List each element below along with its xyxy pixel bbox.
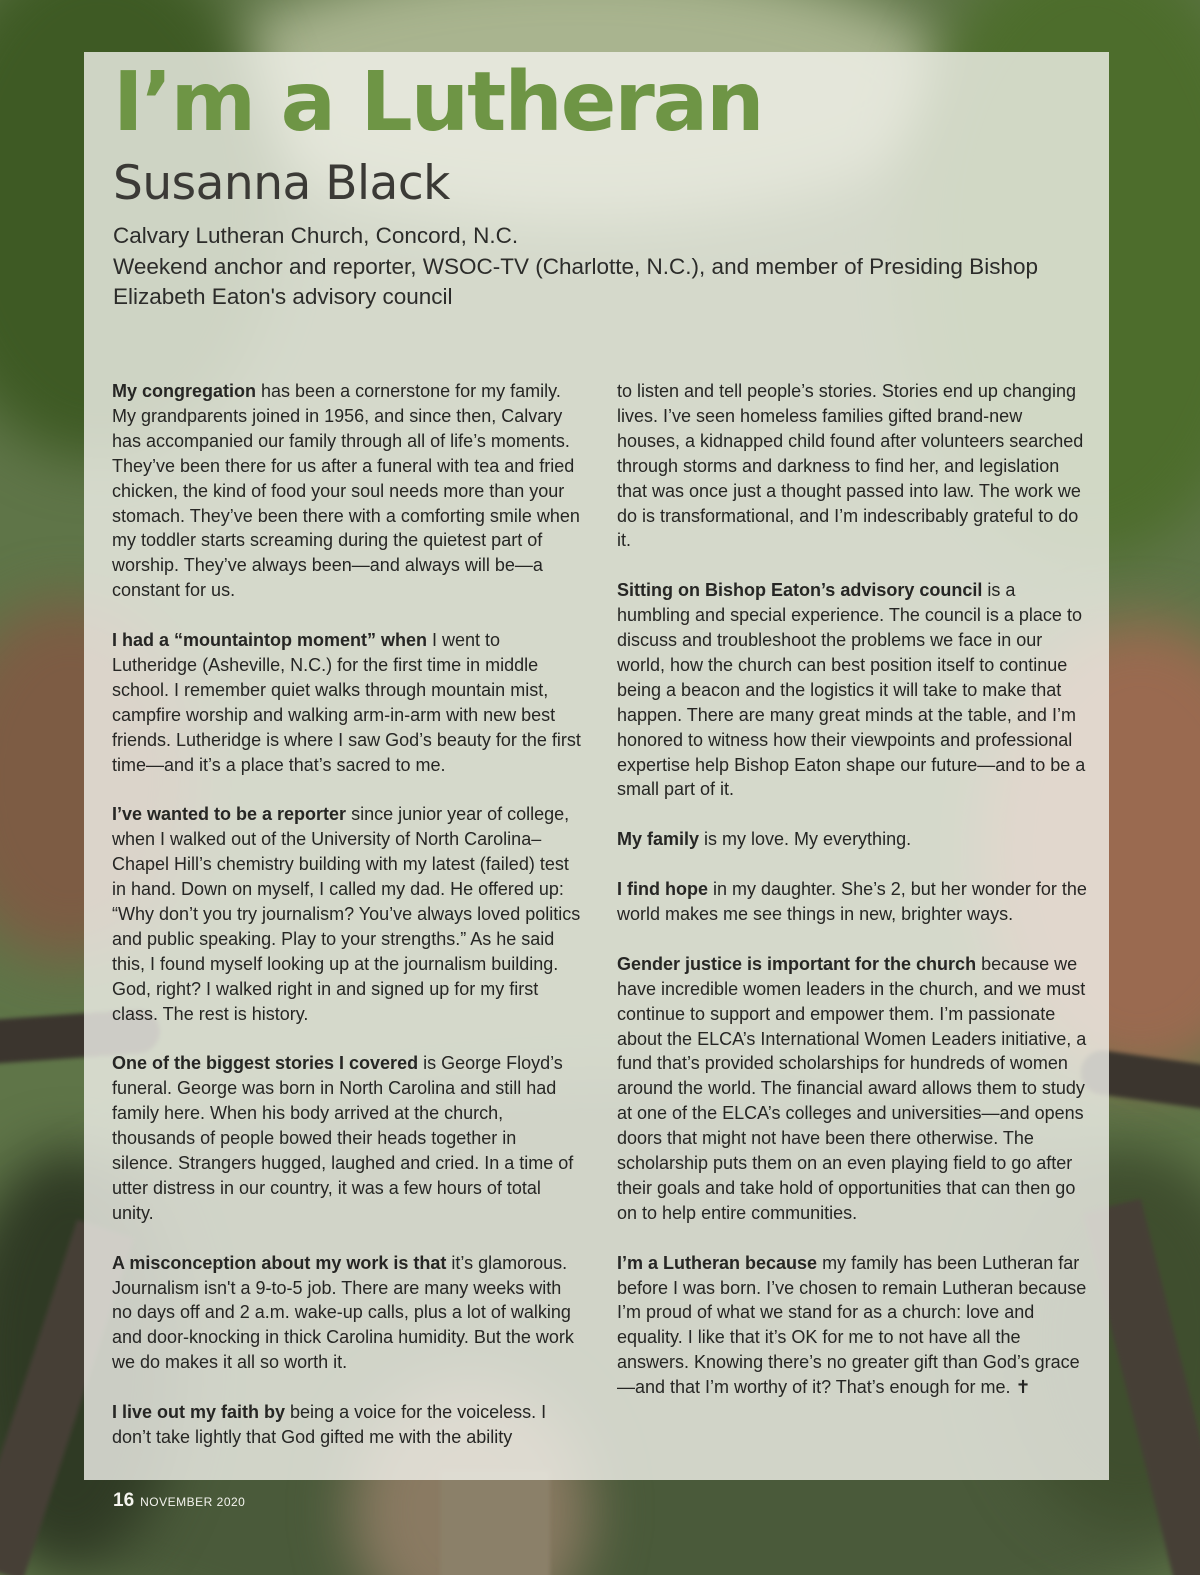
paragraph: [112, 1400, 582, 1450]
page-number: 16: [113, 1490, 135, 1511]
paragraph: [617, 578, 1087, 802]
profile-details: [113, 221, 1073, 313]
paragraph: [617, 1251, 1087, 1400]
paragraph: [112, 802, 582, 1026]
paragraph: [617, 827, 1087, 852]
paragraph: [112, 1251, 582, 1376]
paragraph: [112, 379, 582, 603]
paragraph-text: is George Floyd’s funeral. George was born in North Carolina and still had family here. When his body arrived at the church, thousands of people bowed their heads together in silence. Strangers hugged, laughed and cried. In a time of utter distress in our country, it was a few hours of total unity.: [112, 1053, 574, 1223]
paragraph-text: is my love. My everything.: [699, 829, 912, 850]
paragraph-text: to listen and tell people’s stories. Stories end up changing lives. I’ve seen homeless families gifted brand-new houses, a kidnapped child found after volunteers searched through storms and darkness to find her, and legislation that was once just a thought passed into law. The work we do is transformational, and I’m indescribably grateful to do it.: [617, 381, 1084, 551]
column-masthead: I’m a Lutheran: [113, 55, 763, 150]
paragraph-text: because we have incredible women leaders in the church, and we must continue to support and empower them. I’m passionate about the ELCA’s International Women Leaders initiative, a fund that’s provided scholarships for hundreds of women around the world. The financial award allows them to study at one of the ELCA’s colleges and universities—and opens doors that might not have been there otherwise. The scholarship puts them on an even playing field to go after their goals and take hold of opportunities that can then go on to help entire communities.: [617, 953, 1087, 1223]
paragraph-lead: My congregation: [112, 381, 257, 401]
paragraph-text: since junior year of college, when I walked out of the University of North Carolina–Chapel Hill’s chemistry building with my latest (failed) test in hand. Down on myself, I called my dad. He offered up: “Why don’t you try journalism? You’ve always loved politics and public speaking. Play to your strengths.” As he said this, I found myself looking up at the journalism building. God, right? I walked right in and signed up for my first class. The rest is history.: [112, 804, 581, 1024]
paragraph-text: I went to Lutheridge (Asheville, N.C.) for the first time in middle school. I remember quiet walks through mountain mist, campfire worship and walking arm-in-arm with new best friends. Lutheridge is where I saw God’s beauty for the first time—and it’s a place that’s sacred to me.: [112, 630, 581, 775]
profile-occupation: Weekend anchor and reporter, WSOC-TV (Charlotte, N.C.), and member of Presiding Bishop: [113, 253, 1038, 279]
paragraph-lead: I’m a Lutheran because: [617, 1252, 818, 1273]
paragraph: [617, 952, 1087, 1226]
paragraph-text: it’s glamorous. Journalism isn't a 9-to-5 job. There are many weeks with no days off and 2 a.m. wake-up calls, plus a lot of walking and door-knocking in thick Carolina humidity. But the work we do makes it all so worth it.: [112, 1252, 574, 1373]
paragraph-text: is a humbling and special experience. The council is a place to discuss and troubleshoot the problems we face in our world, how the church can best position itself to continue being a beacon and the logistics it will take to make that happen. There are many great minds at the table, and I’m honored to witness how their viewpoints and professional expertise help Bishop Eaton shape our future—and to be a small part of it.: [617, 580, 1086, 800]
paragraph: [617, 877, 1087, 927]
paragraph-lead: Gender justice is important for the church: [617, 953, 977, 974]
paragraph-lead: My family: [617, 829, 700, 850]
paragraph-lead: I’ve wanted to be a reporter: [112, 804, 347, 825]
profile-name: Susanna Black: [113, 156, 450, 211]
paragraph: [617, 379, 1087, 553]
paragraph-text: being a voice for the voiceless. I don’t take lightly that God gifted me with the ability: [112, 1402, 547, 1447]
issue-date: NOVEMBER 2020: [140, 1495, 246, 1509]
paragraph-lead: A misconception about my work is that: [112, 1252, 447, 1273]
paragraph: [112, 1051, 582, 1225]
page-folio: [113, 1490, 245, 1512]
right-column: [617, 379, 1087, 1400]
paragraph-text: has been a cornerstone for my family. My grandparents joined in 1956, and since then, Calvary has accompanied our family through all of life’s moments. They’ve been there for us after a funeral with tea and fried chicken, the kind of food your soul needs more than your stomach. They’ve been there with a comforting smile when my toddler starts screaming during the quietest part of worship. They’ve always been—and always will be—a constant for us.: [112, 381, 580, 601]
paragraph-lead: Sitting on Bishop Eaton’s advisory council: [617, 580, 983, 601]
paragraph: [112, 628, 582, 777]
paragraph-lead: I had a “mountaintop moment” when: [112, 630, 427, 651]
paragraph-lead: I find hope: [617, 879, 708, 900]
left-column: [112, 379, 582, 1450]
profile-congregation: Calvary Lutheran Church, Concord, N.C.: [113, 223, 519, 248]
profile-occupation-cont: Elizabeth Eaton's advisory council: [113, 284, 453, 309]
paragraph-text: in my daughter. She’s 2, but her wonder for the world makes me see things in new, brighter ways.: [617, 879, 1087, 924]
paragraph-lead: I live out my faith by: [112, 1402, 286, 1423]
paragraph-lead: One of the biggest stories I covered: [112, 1053, 419, 1074]
paragraph-text: my family has been Lutheran far before I was born. I’ve chosen to remain Lutheran because I’m proud of what we stand for as a church: love and equality. I like that it’s OK for me to not have all the answers. Knowing there’s no greater gift than God’s grace—and that I’m worthy of it? That’s enough for me. ✝: [617, 1252, 1087, 1398]
